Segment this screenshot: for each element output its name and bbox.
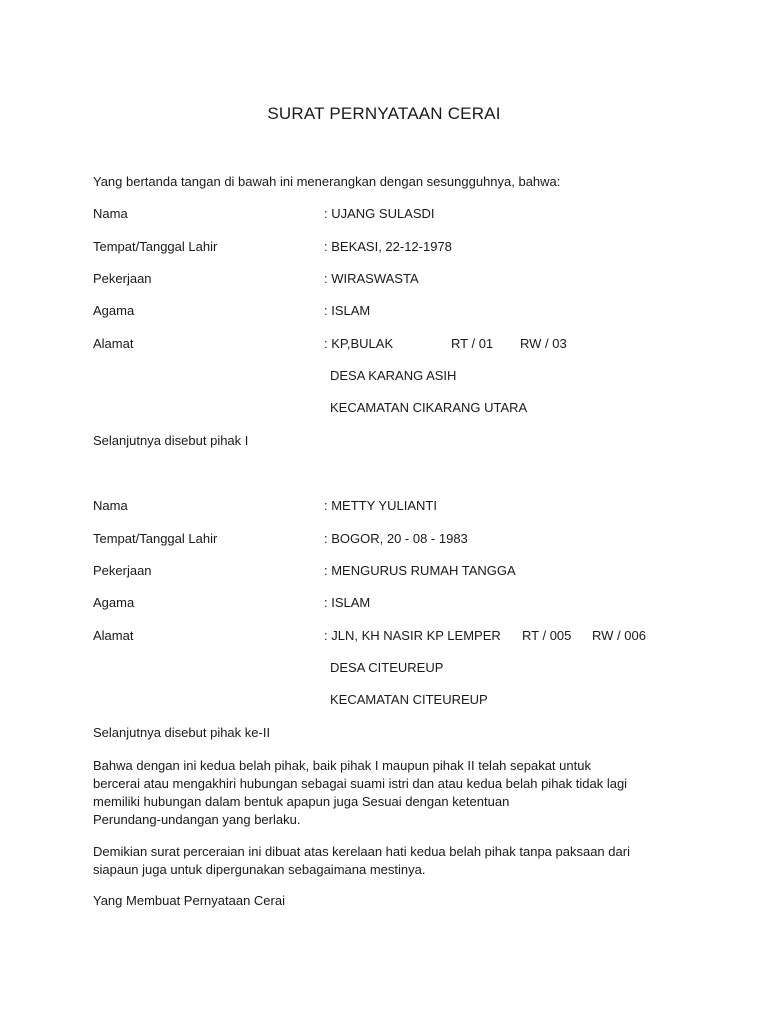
value-rt-1: RT / 01 — [451, 336, 494, 351]
document-title: SURAT PERNYATAAN CERAI — [267, 104, 501, 123]
agreement-paragraph — [93, 757, 693, 829]
value-alamat-1: : KP,BULAK — [324, 336, 394, 351]
label-ttl-1: Tempat/Tanggal Lahir — [93, 239, 218, 254]
value-ttl-1: : BEKASI, 22-12-1978 — [324, 239, 452, 254]
label-alamat-2: Alamat — [93, 628, 134, 643]
closing-pihak-1: Selanjutnya disebut pihak I — [93, 433, 249, 448]
value-rt-2: RT / 005 — [522, 628, 572, 643]
agreement-line: memiliki hubungan dalam bentuk apapun juga Sesuai dengan ketentuan — [93, 794, 510, 809]
label-pekerjaan-2: Pekerjaan — [93, 563, 152, 578]
value-desa-1: DESA KARANG ASIH — [330, 368, 457, 383]
closing-line: Demikian surat perceraian ini dibuat atas kerelaan hati kedua belah pihak tanpa paksaan dari — [93, 844, 630, 859]
label-nama-1: Nama — [93, 206, 128, 221]
value-desa-2: DESA CITEUREUP — [330, 660, 444, 675]
label-agama-1: Agama — [93, 303, 135, 318]
label-pekerjaan-1: Pekerjaan — [93, 271, 152, 286]
value-pekerjaan-2: : MENGURUS RUMAH TANGGA — [324, 563, 516, 578]
value-kecamatan-1: KECAMATAN CIKARANG UTARA — [330, 400, 528, 415]
closing-paragraph — [93, 843, 693, 879]
value-agama-1: : ISLAM — [324, 303, 371, 318]
value-ttl-2: : BOGOR, 20 - 08 - 1983 — [324, 531, 468, 546]
label-agama-2: Agama — [93, 595, 135, 610]
value-pekerjaan-1: : WIRASWASTA — [324, 271, 419, 286]
value-agama-2: : ISLAM — [324, 595, 371, 610]
closing-line: siapaun juga untuk dipergunakan sebagaimana mestinya. — [93, 862, 426, 877]
value-rw-1: RW / 03 — [520, 336, 567, 351]
value-nama-2: : METTY YULIANTI — [324, 498, 437, 513]
value-nama-1: : UJANG SULASDI — [324, 206, 435, 221]
agreement-line: Perundang-undangan yang berlaku. — [93, 812, 301, 827]
value-kecamatan-2: KECAMATAN CITEUREUP — [330, 692, 488, 707]
signature-line: Yang Membuat Pernyataan Cerai — [93, 893, 285, 908]
agreement-line: Bahwa dengan ini kedua belah pihak, baik pihak I maupun pihak II telah sepakat untuk — [93, 758, 591, 773]
closing-pihak-2: Selanjutnya disebut pihak ke-II — [93, 725, 271, 740]
value-rw-2: RW / 006 — [592, 628, 646, 643]
label-alamat-1: Alamat — [93, 336, 134, 351]
label-nama-2: Nama — [93, 498, 128, 513]
value-alamat-2: : JLN, KH NASIR KP LEMPER — [324, 628, 501, 643]
intro-text: Yang bertanda tangan di bawah ini menerangkan dengan sesungguhnya, bahwa: — [93, 174, 561, 189]
label-ttl-2: Tempat/Tanggal Lahir — [93, 531, 218, 546]
agreement-line: bercerai atau mengakhiri hubungan sebagai suami istri dan atau kedua belah pihak tidak lagi — [93, 776, 628, 791]
